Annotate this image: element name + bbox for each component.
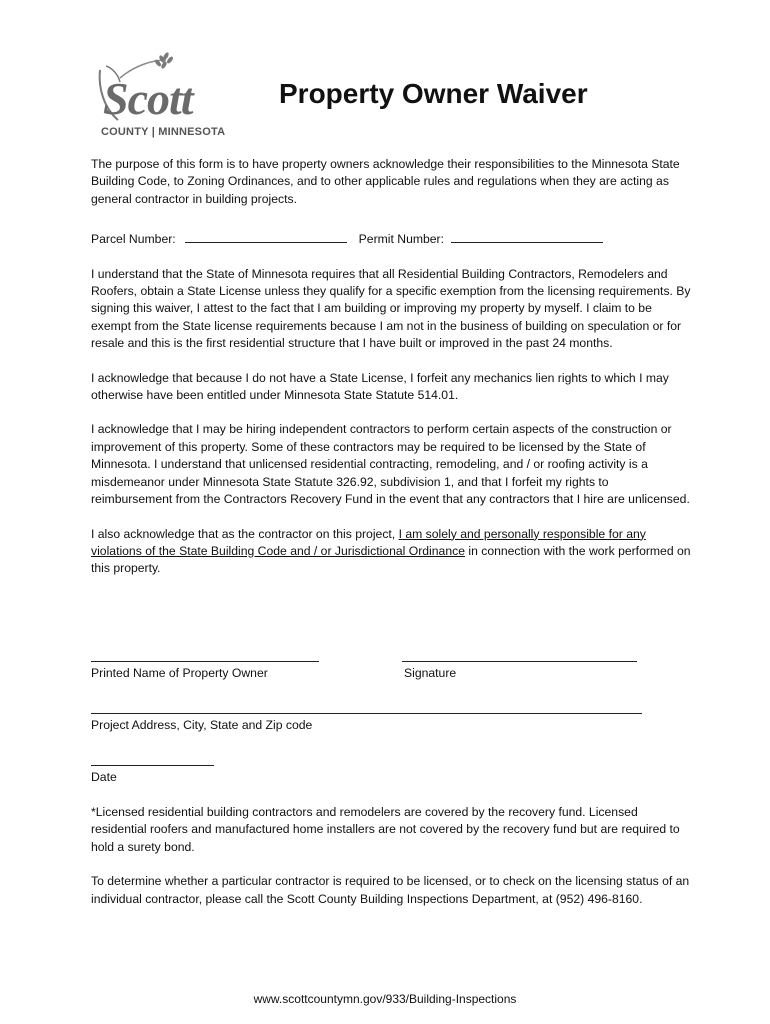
logo-wordmark: Scott <box>103 73 193 124</box>
signature-label: Signature <box>404 666 457 680</box>
recovery-fund-note: *Licensed residential building contractors and remodelers are covered by the recovery fund. Licensed residential roofers and manufactured home installers are not covered by the recovery fund but are required to hold a surety bond. <box>91 805 680 854</box>
lien-paragraph: I acknowledge that because I do not have a State License, I forfeit any mechanics lien rights to which I may otherwise have been entitled under Minnesota State Statute 514.01. <box>91 370 669 403</box>
parcel-number-label: Parcel Number: <box>91 232 176 247</box>
permit-number-field[interactable] <box>451 230 603 243</box>
permit-number-label: Permit Number: <box>358 232 445 247</box>
contractors-paragraph: I acknowledge that I may be hiring independent contractors to perform certain aspects of the construction or improvement of this property. Some of these contractors may be required to be licensed by the State of Minnesota. I understand that unlicensed residential contracting, remodeling, and / or roofing activity is a misdemeanor under Minnesota State Statute 326.92, subdivision 1, and that I forfeit my rights to reimbursement from the Contractors Recovery Fund in the event that any contractors that I hire are unlicensed. <box>91 422 690 507</box>
parcel-number-field[interactable] <box>185 230 347 243</box>
date-line[interactable] <box>91 765 214 766</box>
contact-paragraph: To determine whether a particular contractor is required to be licensed, or to check on the licensing status of an individual contractor, please call the Scott County Building Inspections Department, at (952) 496-8160. <box>91 874 690 906</box>
signature-line[interactable] <box>402 661 637 662</box>
responsibility-paragraph <box>91 526 691 578</box>
responsibility-text-start: I also acknowledge that as the contractor on this project, <box>91 526 399 541</box>
intro-paragraph: The purpose of this form is to have property owners acknowledge their responsibilities to the Minnesota State Building Code, to Zoning Ordinances, and to other applicable rules and regulations when they are acting as general contractor in building projects. <box>91 157 680 206</box>
responsibility-text-end: in connection with the work performed on this property. <box>91 543 691 576</box>
printed-name-label: Printed Name of Property Owner <box>91 666 268 680</box>
footer-url: www.scottcountymn.gov/933/Building-Inspections <box>253 992 517 1006</box>
license-paragraph: I understand that the State of Minnesota requires that all Residential Building Contractors, Remodelers and Roofers, obtain a State License unless they qualify for a specific exemption from the licensing requirements. By signing this waiver, I attest to the fact that I am building or improving my property by myself. I claim to be exempt from the State license requirements because I am not in the business of building on speculation or for resale and this is the first residential structure that I have built or improved in the past 24 months. <box>91 266 691 351</box>
form-body <box>91 156 691 578</box>
printed-name-line[interactable] <box>91 661 319 662</box>
date-label: Date <box>91 770 117 784</box>
notes-section <box>91 804 691 908</box>
logo-subtitle: COUNTY | MINNESOTA <box>101 126 226 138</box>
scott-county-logo <box>94 48 244 140</box>
page-title: Property Owner Waiver <box>279 78 588 109</box>
address-label: Project Address, City, State and Zip code <box>91 718 313 732</box>
responsibility-underlined: I am solely and personally responsible for any violations of the State Building Code and / or Jurisdictional Ordinance <box>91 526 646 558</box>
parcel-permit-row <box>91 230 691 248</box>
address-line[interactable] <box>91 713 642 714</box>
